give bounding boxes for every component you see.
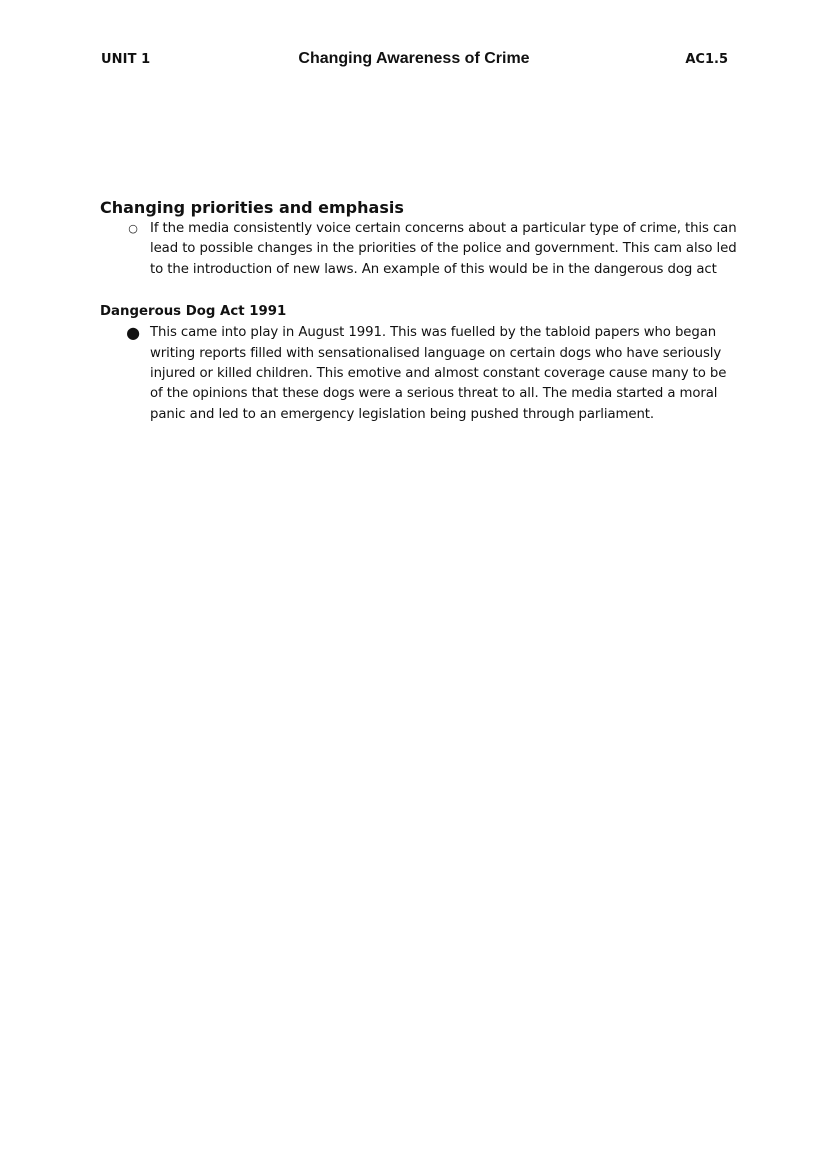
section-heading-priorities: Changing priorities and emphasis	[100, 198, 404, 217]
dangerous-dog-act-list	[100, 323, 740, 425]
page-header	[0, 50, 828, 72]
document-body	[100, 197, 740, 425]
unit-label: UNIT 1	[101, 52, 151, 67]
filled-circle-bullet-icon: ●	[126, 323, 140, 343]
dangerous-dog-act-paragraph: This came into play in August 1991. This was fuelled by the tabloid papers who began writing reports filled with sensationalised language on certain dogs who have seriously injured or killed children. This emotive and almost constant coverage cause many to be of the opinions that these dogs were a serious threat to all. The media started a moral panic and led to an emergency legislation being pushed through parliament.	[150, 325, 727, 422]
list-item	[100, 323, 740, 425]
assessment-criteria-code: AC1.5	[685, 52, 728, 67]
section-heading-dangerous-dog-act: Dangerous Dog Act 1991	[100, 304, 287, 320]
list-item	[100, 219, 740, 280]
hollow-circle-bullet-icon: ○	[128, 222, 138, 235]
priorities-paragraph: If the media consistently voice certain concerns about a particular type of crime, this can lead to possible changes in the priorities of the police and government. This cam also led to the introduction of new laws. An example of this would be in the dangerous dog act	[150, 221, 737, 277]
priorities-list	[100, 219, 740, 280]
document-title: Changing Awareness of Crime	[298, 50, 530, 67]
